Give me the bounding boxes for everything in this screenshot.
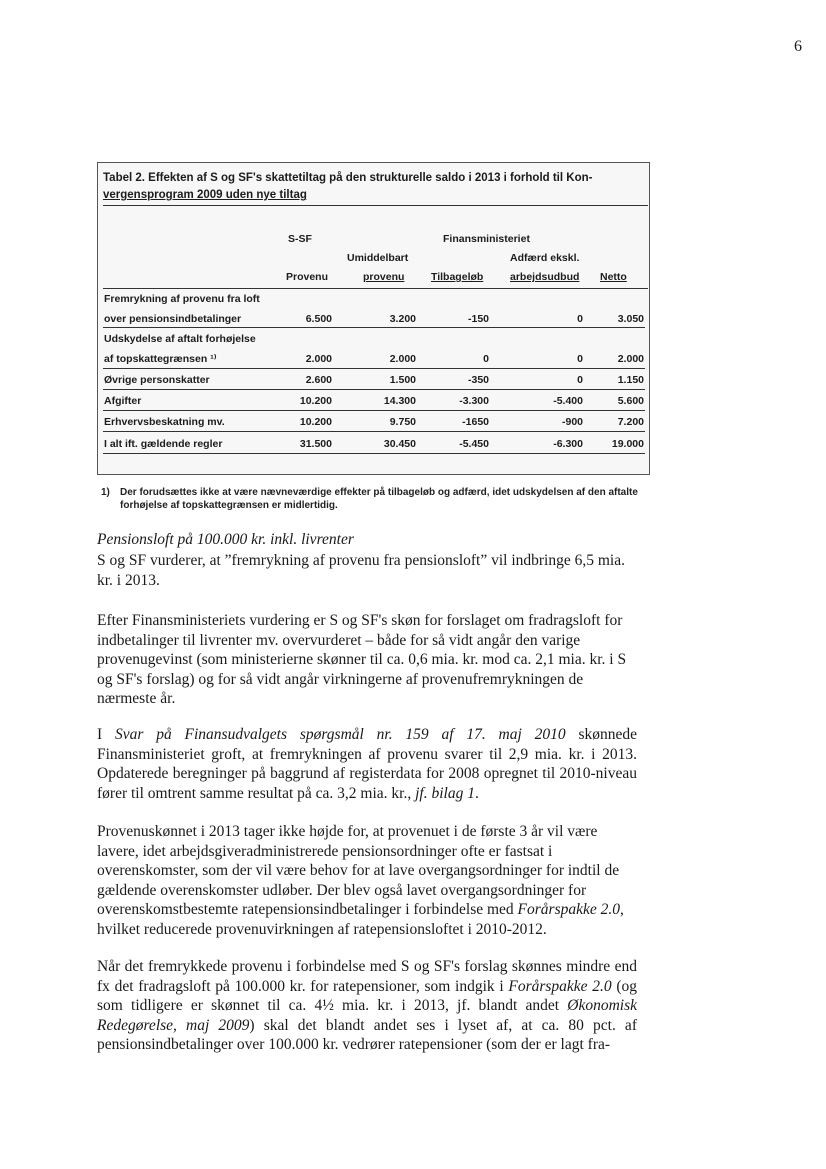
- cell-tilbageloeb: -150: [467, 313, 489, 325]
- row-label-total: I alt ift. gældende regler: [104, 438, 223, 450]
- cell-adfaerd: -5.400: [553, 395, 583, 407]
- cell-adfaerd: 0: [577, 353, 583, 365]
- table-footnote: [101, 486, 661, 512]
- cell-netto: 5.600: [617, 395, 644, 407]
- header-netto: Netto: [600, 271, 627, 283]
- paragraph-3-bilag-reference: jf. bilag 1: [415, 784, 475, 802]
- header-provenu: Provenu: [286, 271, 329, 283]
- row-rule: [103, 453, 645, 454]
- cell-netto: 7.200: [617, 416, 644, 428]
- page-number: 6: [794, 38, 802, 55]
- header-group-ssf: S-SF: [288, 233, 312, 245]
- header-rule: [103, 288, 648, 289]
- paragraph-4-part-a: Provenuskønnet i 2013 tager ikke højde for, at provenuet i de første 3 år vil være lavere, idet arbejdsgiveradministrerede pensionsordninger ofte er fastsat i overenskomster, som der vil være behov for at lave overgangsordninger for indtil de gældende overenskomster udløber. Der blev også lavet overgangsordninger for overenskomstbestemte ratepensionsindbetalinger i forbindelse med: [97, 823, 620, 919]
- cell-netto: 2.000: [617, 353, 644, 365]
- table-title-line-2: vergensprogram 2009 uden nye tiltag: [103, 189, 307, 201]
- row-label-line-2: over pensionsindbetalinger: [104, 313, 242, 325]
- row-label-line-1: Fremrykning af provenu fra loft: [104, 293, 260, 305]
- row-rule: [103, 431, 645, 432]
- cell-netto: 19.000: [611, 438, 644, 450]
- paragraph-5-reference-2: Økonomisk Redegørelse, maj 2009: [97, 997, 637, 1034]
- paragraph-5-part-b: (og som tidligere er skønnet til ca. 4½ mia. kr. i 2013, jf. blandt andet: [97, 977, 638, 1015]
- paragraph-3-text: [97, 725, 637, 803]
- paragraph-5-part-c: ) skal det blandt andet ses i lyset af, at ca. 80 pct. af pensionsindbetalinger over 100.000 kr. vedrører ratepensioner (som der er lagt fra-: [97, 1016, 637, 1054]
- cell-umiddelbart: 9.750: [389, 416, 416, 428]
- paragraph-3-reference: Svar på Finansudvalgets spørgsmål nr. 159 af 17. maj 2010: [114, 726, 566, 743]
- header-tilbageloeb: Tilbageløb: [431, 271, 484, 283]
- header-adfaerd-line-1: Adfærd ekskl.: [510, 252, 580, 264]
- cell-provenu: 2.000: [305, 353, 332, 365]
- row-rule: [103, 410, 645, 411]
- cell-adfaerd: -900: [561, 416, 583, 428]
- cell-tilbageloeb: -5.450: [459, 438, 489, 450]
- cell-umiddelbart: 3.200: [389, 313, 416, 325]
- paragraph-5-reference: Forårspakke 2.0: [508, 977, 612, 995]
- cell-provenu: 6.500: [305, 313, 332, 325]
- header-umiddelbart-line-2: provenu: [363, 271, 405, 283]
- cell-tilbageloeb: -1650: [462, 416, 489, 428]
- paragraph-3-part-b: skønnede Finansministeriet groft, at fremrykningen af provenu svarer til 2,9 mia. kr. i 2013. Opdaterede beregninger på baggrund af registerdata for 2008 opregnet til 2010-niveau fører til omtrent samme resultat på ca. 3,2 mia. kr.,: [97, 726, 637, 802]
- cell-adfaerd: 0: [577, 374, 583, 386]
- effects-table: [97, 162, 650, 475]
- row-rule: [103, 368, 645, 369]
- paragraph-4-text: [97, 822, 637, 940]
- cell-provenu: 10.200: [299, 416, 332, 428]
- section-heading: [97, 530, 637, 550]
- cell-umiddelbart: 2.000: [389, 353, 416, 365]
- row-label: Erhvervsbeskatning mv.: [104, 416, 225, 428]
- cell-tilbageloeb: -3.300: [459, 395, 489, 407]
- cell-tilbageloeb: 0: [483, 353, 489, 365]
- paragraph-5: [97, 957, 637, 1055]
- row-label: Øvrige personskatter: [104, 374, 210, 386]
- header-adfaerd-line-2: arbejdsudbud: [510, 271, 580, 283]
- paragraph-2-text: Efter Finansministeriets vurdering er S og SF's skøn for forslaget om fradragsloft for indbetalinger til livrenter mv. overvurderet – både for så vidt angår den varige provenugevinst (som ministerierne skønner til ca. 0,6 mia. kr. mod ca. 2,1 mia. kr. i S og SF's forslag) og for så vidt angår virkningerne af provenufremrykningen de nærmeste år.: [97, 612, 627, 708]
- paragraph-3: [97, 725, 637, 803]
- cell-provenu: 10.200: [299, 395, 332, 407]
- cell-netto: 3.050: [617, 313, 644, 325]
- row-rule: [103, 389, 645, 390]
- cell-tilbageloeb: -350: [467, 374, 489, 386]
- cell-adfaerd: 0: [577, 313, 583, 325]
- section-heading-text: Pensionsloft på 100.000 kr. inkl. livrenter: [97, 531, 354, 548]
- paragraph-2: [97, 611, 637, 709]
- header-umiddelbart-line-1: Umiddelbart: [347, 252, 409, 264]
- paragraph-5-text: [97, 957, 637, 1055]
- paragraph-4-reference: Forårspakke 2.0: [517, 901, 620, 919]
- table-title: [103, 170, 648, 206]
- row-rule: [103, 327, 645, 328]
- table-title-line-1: Tabel 2. Effekten af S og SF's skattetiltag på den strukturelle saldo i 2013 i forhold til Kon-: [103, 172, 593, 184]
- row-label-line-1: Udskydelse af aftalt forhøjelse: [104, 333, 256, 345]
- paragraph-5-part-a: Når det fremrykkede provenu i forbindelse med S og SF's forslag skønnes mindre end fx det fradragsloft på 100.000 kr. for ratepensioner, som indgik i: [97, 958, 637, 995]
- cell-umiddelbart: 14.300: [383, 395, 416, 407]
- paragraph-3-part-c: .: [474, 784, 479, 802]
- row-label-line-2: af topskattegrænsen ¹⁾: [104, 353, 217, 365]
- paragraph-1-text: S og SF vurderer, at ”fremrykning af provenu fra pensionsloft” vil indbringe 6,5 mia. kr. i 2013.: [97, 552, 625, 589]
- cell-umiddelbart: 30.450: [383, 438, 416, 450]
- paragraph-4-part-b: , hvilket reducerede provenuvirkningen af ratepensionsloftet i 2010-2012.: [97, 901, 624, 938]
- paragraph-1: [97, 551, 637, 590]
- cell-provenu: 2.600: [305, 374, 332, 386]
- header-group-finansministeriet: Finansministeriet: [443, 233, 530, 245]
- cell-adfaerd: -6.300: [553, 438, 583, 450]
- paragraph-3-part-a: I: [97, 726, 115, 743]
- footnote-text: Der forudsættes ikke at være nævneværdige effekter på tilbageløb og adfærd, idet udskydelsen af den aftalte forhøjelse af topskattegrænsen er midlertidig.: [120, 487, 638, 511]
- cell-netto: 1.150: [617, 374, 644, 386]
- cell-umiddelbart: 1.500: [389, 374, 416, 386]
- footnote-marker: 1): [101, 487, 110, 498]
- row-label: Afgifter: [104, 395, 142, 407]
- cell-provenu: 31.500: [299, 438, 332, 450]
- paragraph-4: [97, 822, 637, 940]
